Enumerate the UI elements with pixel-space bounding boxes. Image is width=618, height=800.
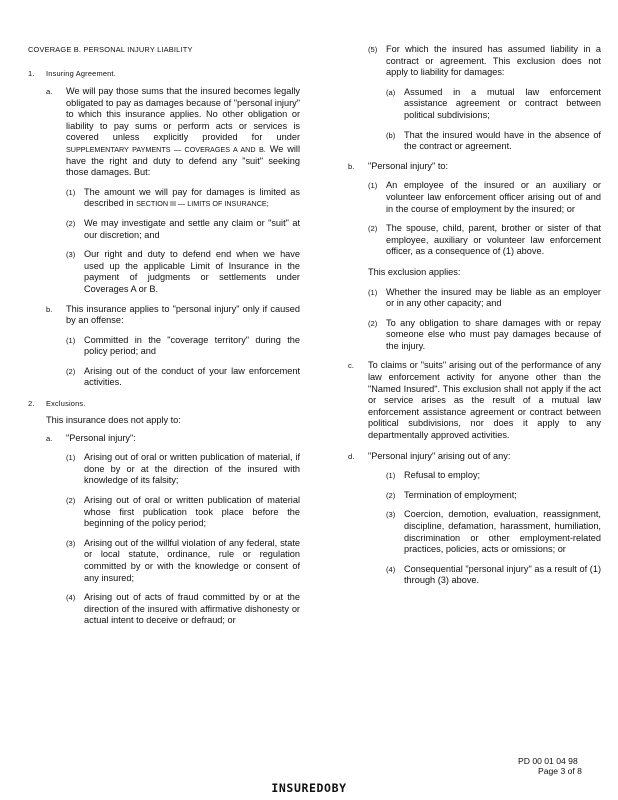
item-a1 (28, 187, 300, 210)
exclusion-d (348, 451, 601, 463)
item-letter: a. (46, 87, 53, 96)
exclusion-b-title: "Personal injury" to: (368, 160, 449, 171)
exclusion-b2 (348, 223, 601, 258)
subitem-number: (1) (66, 453, 76, 463)
right-column (348, 44, 601, 587)
exclusion-d3-text: Coercion, demotion, evaluation, reassignment, discipline, defamation, harassment, humiliation, discrimination or other employment-related practices, policies, acts or omissions; or (404, 509, 601, 555)
left-column (28, 44, 300, 627)
exclusion-d4-text: Consequential "personal injury" as a result of (1) through (3) above. (404, 563, 601, 586)
item-b2 (28, 366, 300, 389)
subitem-number: (5) (368, 45, 378, 54)
item-b1-text: Committed in the "coverage territory" during the policy period; and (84, 334, 300, 357)
exclusion-d1-text: Refusal to employ; (404, 470, 481, 481)
item-a2-text: We may investigate and settle any claim or "suit" at our discretion; and (84, 217, 300, 240)
exclusion-d2-text: Termination of employment; (404, 489, 517, 500)
subitem-number: (2) (66, 366, 76, 376)
item-b2-text: Arising out of the conduct of your law enforcement activities. (84, 365, 300, 388)
exclusion-a (28, 433, 300, 445)
exclusion-a-title: "Personal injury": (66, 432, 136, 443)
item-a2 (28, 218, 300, 241)
subitem-number: (2) (66, 218, 76, 228)
exclusion-a2 (28, 495, 300, 530)
subitem-number: (3) (386, 510, 396, 520)
item-a-text (66, 86, 300, 179)
exclusion-c (348, 360, 601, 441)
item-a (28, 86, 300, 179)
section-number: 1. (28, 69, 35, 78)
exclusion-applies-2-text: To any obligation to share damages with or repay someone else who must pay damages because of the injury. (386, 317, 601, 351)
subitem-number: (4) (386, 564, 396, 574)
subitem-number: (1) (368, 181, 378, 191)
subitem-number: (3) (66, 250, 76, 260)
exclusions-intro: This insurance does not apply to: (46, 415, 181, 426)
exclusion-a1 (28, 452, 300, 487)
item-a-text-1: We will pay those sums that the insured becomes legally obligated to pay as damages because of "personal injury" to which this insurance applies. No other obligation or liability to pay sums or perform acts or services is covered unless explicitly provided for under (66, 86, 300, 143)
exclusion-b1-text: An employee of the insured or an auxiliary or volunteer law enforcement officer arising out of and in the course of employment by the insured; or (386, 180, 601, 214)
subitem-number: (2) (368, 224, 378, 234)
exclusion-c-text: To claims or "suits" arising out of the performance of any law enforcement activity for anyone other than the "Named Insured". This exclusion shall not apply if the act or service arises as the result of a mutual law enforcement assistance agreement or contract between political subdivisions, nor does it apply to any departmentally approved activities. (368, 360, 601, 441)
exclusion-b (348, 161, 601, 173)
exclusion-b1 (348, 180, 601, 215)
item-a1-smallcaps: SECTION III — LIMITS OF INSURANCE; (136, 199, 269, 209)
subitem-number: (1) (386, 471, 396, 481)
exclusion-a3 (28, 538, 300, 584)
item-a3 (28, 249, 300, 295)
exclusion-a3-text: Arising out of the willful violation of any federal, state or local statute, ordinance, rule or regulation committed by or with the knowledge or consent of any insured; (84, 537, 300, 583)
exclusion-d-title: "Personal injury" arising out of any: (368, 450, 511, 461)
subitem-number: (1) (66, 187, 76, 197)
page-number: Page 3 of 8 (538, 766, 582, 776)
item-letter: d. (348, 451, 355, 461)
exclusion-d3 (348, 509, 601, 555)
subitem-number: (3) (66, 538, 76, 548)
item-letter: b. (348, 161, 355, 171)
exclusion-d4 (348, 564, 601, 587)
item-letter: b. (46, 304, 53, 314)
exclusion-a5b-text: That the insured would have in the absence of the contract or agreement. (404, 129, 601, 152)
subitem-letter: (b) (386, 130, 396, 140)
item-a3-text: Our right and duty to defend end when we have used up the applicable Limit of Insurance in the payment of judgments or settlements under Coverages A or B. (84, 249, 300, 294)
subitem-number: (4) (66, 593, 76, 603)
exclusion-a2-text: Arising out of oral or written publication of material whose first publication took place before the beginning of the policy period; (84, 495, 300, 529)
exclusion-a4 (28, 592, 300, 627)
page-footer (518, 756, 582, 776)
item-a-smallcaps: SUPPLEMENTARY PAYMENTS — COVERAGES A AND B. (66, 144, 266, 154)
exclusion-a1-text: Arising out of oral or written publication of material, if done by or at the direction of the insured with knowledge of its falsity; (84, 452, 300, 486)
subitem-number: (2) (66, 496, 76, 506)
exclusion-a5a-text: Assumed in a mutual law enforcement assistance agreement or contract between political subdivisions; (404, 86, 601, 120)
section-title: Insuring Agreement. (46, 69, 116, 78)
subitem-number: (2) (386, 490, 396, 500)
item-letter: a. (46, 433, 53, 443)
exclusion-a4-text: Arising out of acts of fraud committed by or at the direction of the insured with affirmative dishonesty or actual intent to deceive or defraud; or (84, 592, 300, 626)
section-number: 2. (28, 399, 35, 409)
section-1-title (28, 68, 300, 79)
subitem-number: (2) (368, 318, 378, 328)
subitem-number: (1) (368, 287, 378, 297)
form-number: PD 00 01 04 98 (518, 756, 578, 766)
subitem-letter: (a) (386, 87, 396, 97)
exclusion-a5a (348, 87, 601, 122)
section-title: Exclusions. (46, 399, 86, 409)
item-b (28, 304, 300, 327)
item-b1 (28, 335, 300, 358)
item-b-text: This insurance applies to "personal injury" only if caused by an offense: (66, 303, 300, 326)
exclusion-d2 (348, 490, 601, 502)
exclusion-a5b (348, 130, 601, 153)
exclusion-applies-2 (348, 318, 601, 353)
exclusion-b2-text: The spouse, child, parent, brother or sister of that employee, auxiliary or volunteer law enforcement officer, as a consequence of (1) above. (386, 223, 601, 257)
watermark-text: INSUREDOBY (271, 781, 347, 795)
coverage-heading: COVERAGE B. PERSONAL INJURY LIABILITY (28, 45, 193, 54)
subitem-number: (1) (66, 335, 76, 345)
item-a-text-2: We will have the right and duty to defend any "suit" seeking those damages. But: (66, 143, 300, 178)
exclusion-applies-1 (348, 287, 601, 310)
item-letter: c. (348, 361, 354, 371)
exclusion-d1 (348, 470, 601, 482)
exclusion-applies-label: This exclusion applies: (368, 266, 461, 277)
exclusion-a5-text: For which the insured has assumed liability in a contract or agreement. This exclusion does not apply to liability for damages: (386, 44, 601, 78)
item-a1-text-main: The amount we will pay for damages is limited as described in (84, 186, 300, 209)
item-a1-text (84, 187, 300, 210)
exclusion-a5 (348, 44, 601, 79)
exclusion-applies-1-text: Whether the insured may be liable as an employer or in any other capacity; and (386, 286, 601, 309)
section-2-title (28, 398, 300, 409)
